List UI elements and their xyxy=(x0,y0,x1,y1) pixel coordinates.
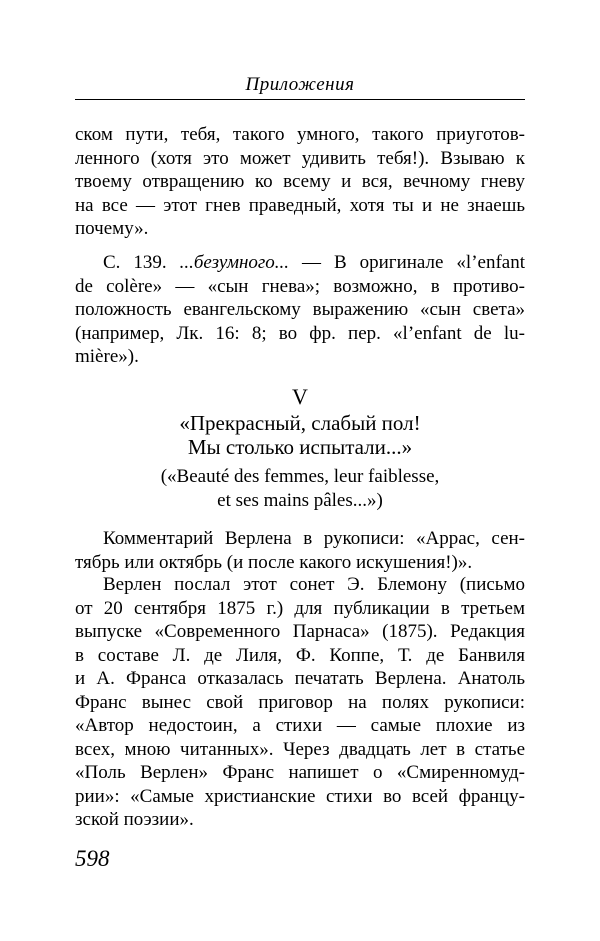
text-line: ском пути, тебя, такого умного, такого приуготов- xyxy=(75,124,525,145)
text-line: положность евангельскому выражению «сын света» xyxy=(75,299,525,320)
note-ref: С. 139. xyxy=(103,252,167,273)
header-rule xyxy=(75,99,525,100)
text-line: ленного (хотя это может удивить тебя!). Взываю к xyxy=(75,147,525,169)
text-line: в составе Л. де Лиля, Ф. Коппе, Т. де Банвиля xyxy=(75,644,525,666)
note-text: — В оригинале «l’enfant xyxy=(302,252,525,273)
page-number: 598 xyxy=(75,846,110,871)
text-line: Франс вынес свой приговор на полях рукописи: xyxy=(75,691,525,713)
text-line: «Поль Верлен» Франс напишет о «Смиренномуд- xyxy=(75,762,525,783)
text-line: Комментарий Верлена в рукописи: «Аррас, сен- xyxy=(103,528,525,549)
text-line: всех, мною читанных». Через двадцать лет в статье xyxy=(75,738,525,760)
note-term: ...безумного... xyxy=(179,252,290,273)
text-line: mière»). xyxy=(75,346,139,367)
paragraph-continuation xyxy=(75,123,525,241)
original-title-line: et ses mains pâles...») xyxy=(217,489,383,511)
text-line: твоему отвращению ко всему и вся, вечному гневу xyxy=(75,171,525,192)
commentary-paragraph xyxy=(75,527,525,574)
running-header: Приложения xyxy=(245,74,355,95)
poem-title-line: «Прекрасный, слабый пол! xyxy=(179,411,421,435)
history-paragraph xyxy=(75,573,525,832)
text-line: зской поэзии». xyxy=(75,809,194,830)
text-line: Верлен послал этот сонет Э. Блемону (письмо xyxy=(103,574,525,595)
section-number: V xyxy=(292,384,308,409)
poem-title xyxy=(75,412,525,459)
text-line: тябрь или октябрь (и после какого искушения!)». xyxy=(75,551,473,573)
text-line: от 20 сентября 1875 г.) для публикации в третьем xyxy=(75,597,525,619)
text-line: почему». xyxy=(75,218,149,239)
text-line: выпуске «Современного Парнаса» (1875). Редакция xyxy=(75,621,525,642)
text-line: (например, Лк. 16: 8; во фр. пер. «l’enfant de lu- xyxy=(75,322,525,344)
note-page-139 xyxy=(75,251,525,369)
original-title-line: («Beauté des femmes, leur faiblesse, xyxy=(160,466,440,487)
text-line: и А. Франса отказалась печатать Верлена. Анатоль xyxy=(75,668,525,689)
text-line: de colère» — «сын гнева»; возможно, в противо- xyxy=(75,275,525,297)
text-line: на все — этот гнев праведный, хотя ты и не знаешь xyxy=(75,194,525,216)
text-line: рии»: «Самые христианские стихи во всей францу- xyxy=(75,785,525,807)
original-title xyxy=(75,465,525,512)
note-first-line xyxy=(75,251,525,275)
poem-title-line: Мы столько испытали...» xyxy=(187,434,413,459)
text-line: «Автор недостоин, а стихи — самые плохие из xyxy=(75,715,525,736)
